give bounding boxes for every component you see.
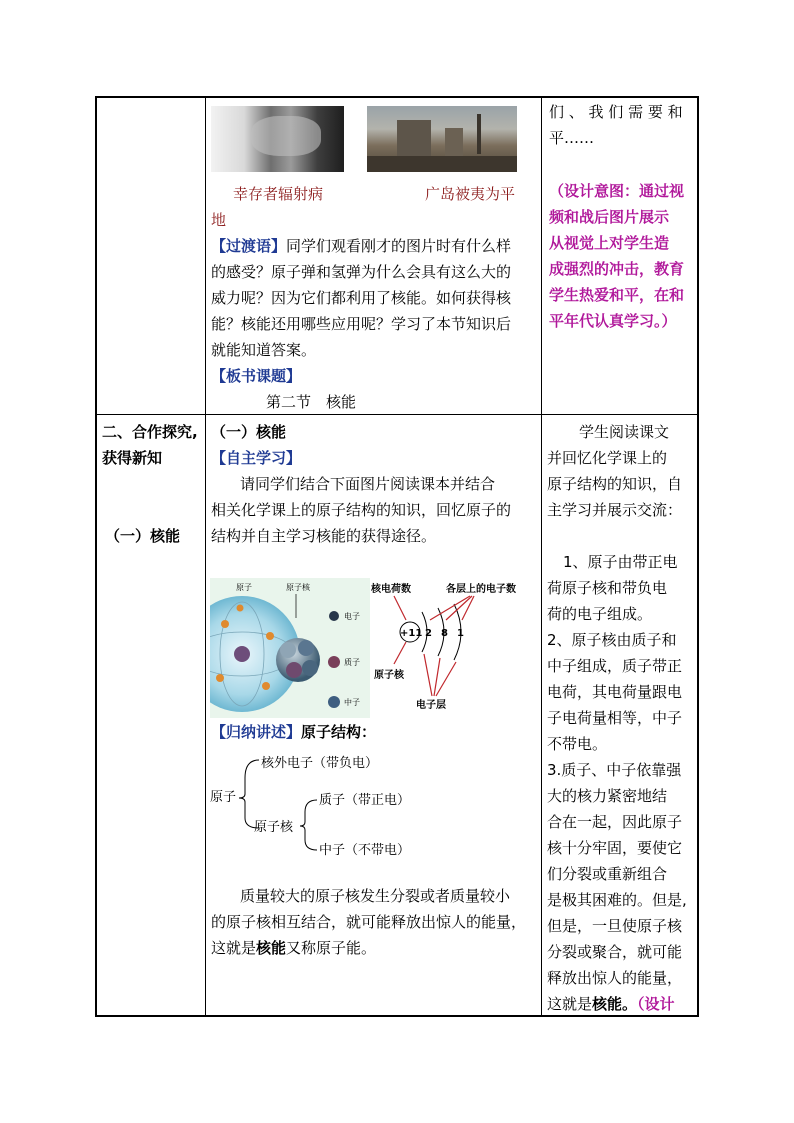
point-3-line-6: 是极其困难的。但是, (547, 891, 687, 909)
transition-line-2: 的感受？原子弹和氢弹为什么会具有这么大的 (211, 263, 512, 281)
point-1-line-2: 荷原子核和带负电 (547, 579, 668, 597)
shell-1-count: 2 (425, 628, 432, 639)
transition-line-4: 能？核能还用哪些应用呢？学习了本节知识后 (211, 315, 512, 333)
summary-tag: 【归纳讲述】 (211, 723, 302, 741)
tree-root: 原子 (210, 790, 237, 805)
stage-title-2: 获得新知 (102, 449, 163, 467)
point-3-line-4: 核十分牢固，要使它 (547, 839, 683, 857)
transition-line-3: 威力呢？因为它们都利用了核能。如何获得核 (211, 289, 512, 307)
transition-line-1: 【过渡语】同学们观看刚才的图片时有什么样 (211, 237, 512, 255)
design-intent-2: 频和战后图片展示 (549, 208, 670, 226)
tree-branch-nucleus: 原子核 (254, 820, 294, 835)
point-2-line-4: 子电荷量相等，中子 (547, 709, 683, 727)
point-2-line-5: 不带电。 (547, 735, 608, 753)
summary-line (211, 719, 376, 745)
row-divider (97, 414, 697, 415)
label-electron: 电子 (344, 612, 360, 621)
intro-line-3: 结构并自主学习核能的获得途径。 (211, 527, 437, 545)
label-electron-shell: 电子层 (416, 700, 446, 711)
board-tag: 【板书课题】 (211, 367, 302, 385)
section-title: （一）核能 (211, 423, 287, 441)
design-intent-5: 学生热爱和平，在和 (549, 286, 685, 304)
proton-dot (328, 656, 340, 668)
summary-title: 原子结构： (301, 723, 377, 741)
nuclear-energy-term: 核能 (256, 939, 287, 957)
hiroshima-ruins-photo (367, 106, 517, 172)
point-3-line-10: 这就是核能。（设计 (547, 995, 675, 1013)
label-neutron: 中子 (344, 698, 360, 707)
label-nucleus-2: 原子核 (374, 670, 404, 681)
energy-para-1: 质量较大的原子核发生分裂或者质量较小 (240, 887, 511, 905)
label-atom: 原子 (236, 583, 252, 592)
radiation-survivor-photo (211, 106, 344, 172)
self-study-tag: 【自主学习】 (211, 449, 302, 467)
design-intent-6: 平年代认真学习。） (549, 312, 677, 330)
design-intent-4: 成强烈的冲击，教育 (549, 260, 685, 278)
point-3-line-2: 大的核力紧密地结 (547, 787, 668, 805)
atom-structure-figure (210, 578, 524, 718)
point-3-line-1: 3.质子、中子依靠强 (547, 761, 682, 779)
intro-line-1: 请同学们结合下面图片阅读课本并结合 (240, 475, 496, 493)
caption-survivor: 幸存者辐射病 (233, 185, 324, 203)
electron-dot (329, 611, 339, 621)
intro-line-2: 相关化学课上的原子结构的知识，回忆原子的 (211, 501, 512, 519)
design-intent-start: （设计 (637, 995, 675, 1013)
shell-2-count: 8 (441, 628, 448, 639)
neutron-dot (328, 696, 340, 708)
stage-title-1: 二、合作探究, (102, 423, 198, 441)
student-activity-3: 原子结构的知识，自 (547, 475, 683, 493)
design-intent-1: （设计意图：通过视 (549, 182, 685, 200)
tree-leaf-proton: 质子（带正电） (319, 793, 411, 808)
point-3-line-3: 合在一起，因此原子 (547, 813, 683, 831)
energy-para-3: 这就是核能又称原子能。 (211, 939, 377, 957)
tree-branch-electron: 核外电子（带负电） (261, 756, 379, 771)
label-proton: 质子 (344, 658, 360, 667)
point-2-line-2: 中子组成，质子带正 (547, 657, 683, 675)
student-activity-1: 学生阅读课文 (579, 423, 670, 441)
tree-leaf-neutron: 中子（不带电） (319, 843, 411, 858)
point-1-line-3: 荷的电子组成。 (547, 605, 653, 623)
label-charge-number: 核电荷数 (371, 584, 411, 595)
shell-3-count: 1 (457, 628, 464, 639)
point-2-line-3: 电荷，其电荷量跟电 (547, 683, 683, 701)
stage-subtitle: （一）核能 (105, 527, 181, 545)
board-title: 第二节 核能 (266, 393, 357, 411)
point-1-line-1: 1、原子由带正电 (563, 553, 678, 571)
nuclear-energy-term-2: 核能 (592, 995, 623, 1013)
point-3-line-7: 但是，一旦使原子核 (547, 917, 683, 935)
right-text-line-1: 们 、 我 们 需 要 和 (549, 103, 683, 121)
column-divider-2 (541, 98, 542, 1015)
nucleus-charge: +11 (400, 628, 423, 639)
caption-hiroshima-cont: 地 (211, 211, 227, 229)
design-intent-3: 从视觉上对学生造 (549, 234, 670, 252)
student-activity-2: 并回忆化学课上的 (547, 449, 668, 467)
right-text-line-2: 平…… (549, 129, 595, 147)
point-3-line-5: 们分裂或重新组合 (547, 865, 668, 883)
point-2-line-1: 2、原子核由质子和 (547, 631, 677, 649)
column-divider-1 (205, 98, 206, 1015)
label-shell-electrons: 各层上的电子数 (446, 584, 516, 595)
transition-tag: 【过渡语】 (211, 237, 287, 255)
label-nucleus: 原子核 (286, 583, 310, 592)
energy-para-2: 的原子核相互结合，就可能释放出惊人的能量， (211, 913, 527, 931)
student-activity-4: 主学习并展示交流： (547, 501, 683, 519)
point-3-line-9: 释放出惊人的能量， (547, 969, 683, 987)
point-3-line-8: 分裂或聚合，就可能 (547, 943, 683, 961)
caption-hiroshima: 广岛被夷为平 (425, 185, 516, 203)
transition-line-5: 就能知道答案。 (211, 341, 317, 359)
